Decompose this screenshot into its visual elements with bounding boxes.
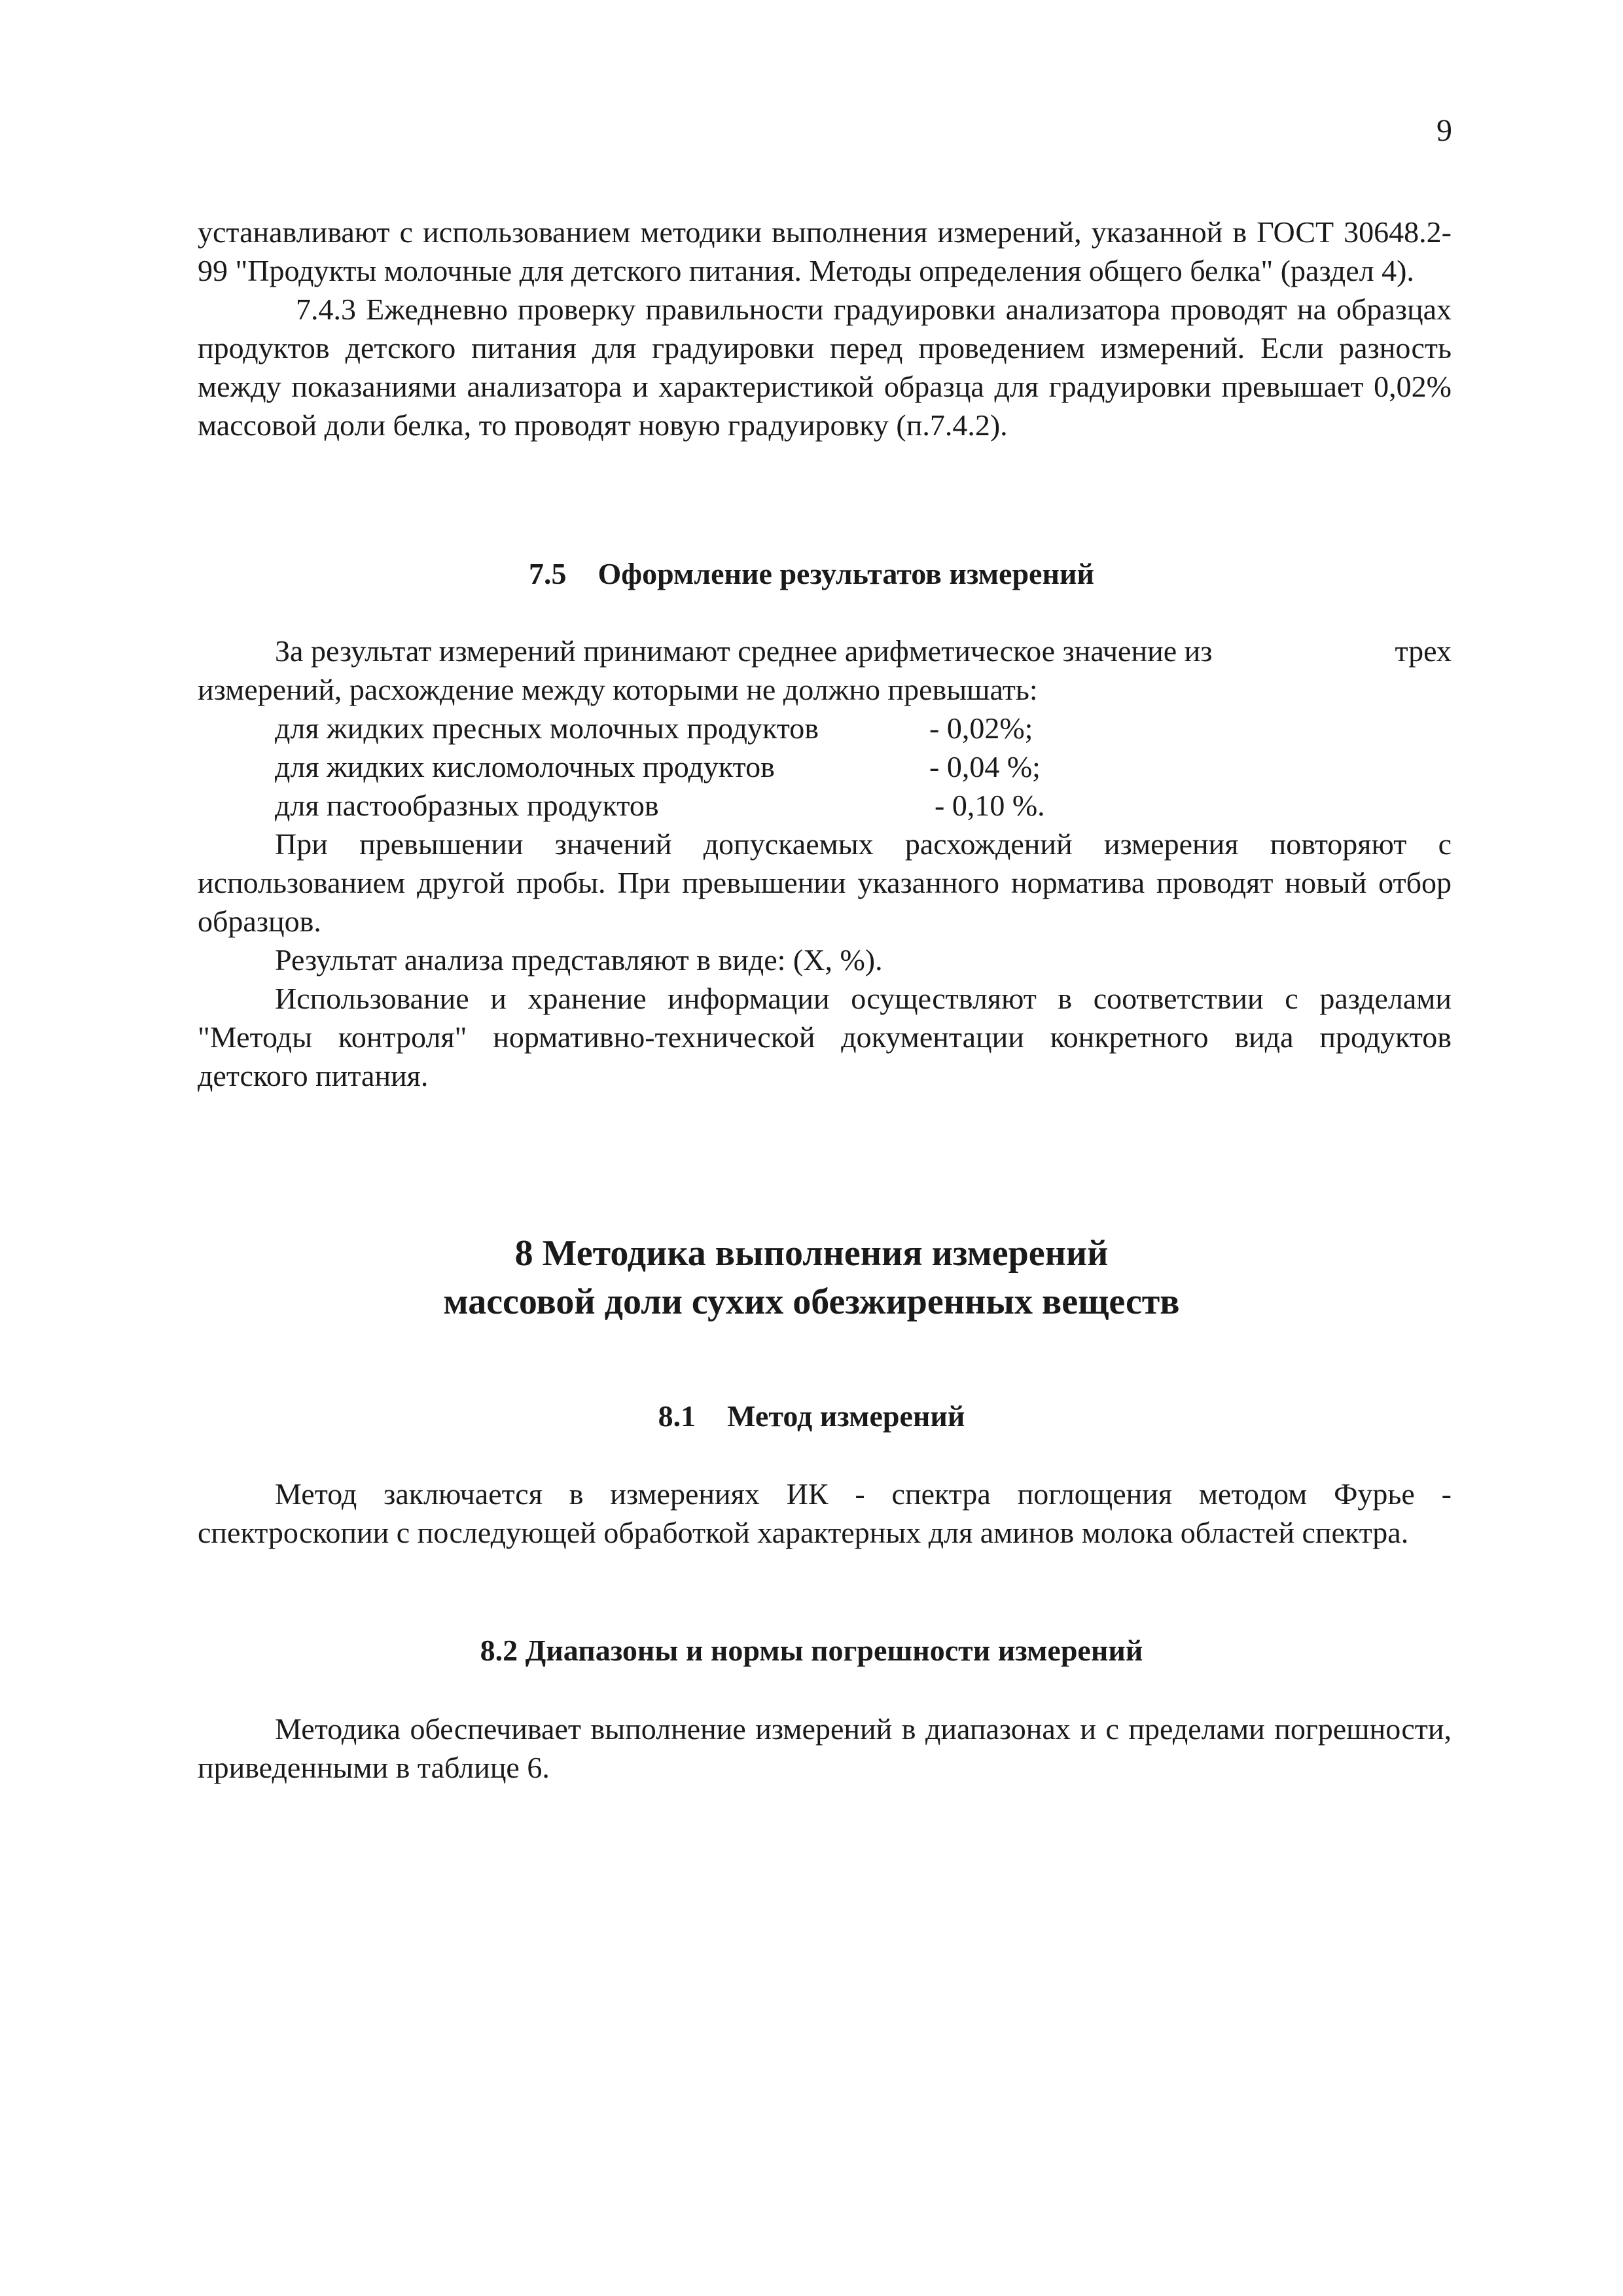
top-paragraphs: [198, 213, 1452, 444]
page-number: 9: [1436, 113, 1452, 148]
section-8-1-number: 8.1: [658, 1399, 696, 1433]
limit-value: - 0,10 %.: [935, 789, 1045, 822]
section-8-2-heading: 8.2 Диапазоны и нормы погрешности измерений: [480, 1634, 1143, 1667]
limit-product: для жидких пресных молочных продуктов: [275, 711, 819, 745]
section-8-title-line1: 8 Методика выполнения измерений: [514, 1233, 1109, 1274]
limit-value: - 0,02%;: [929, 711, 1033, 745]
intro-paragraph: [198, 632, 1452, 709]
limit-value: - 0,04 %;: [929, 750, 1041, 783]
section-7-5-body: [198, 632, 1452, 1095]
paragraph-result-format: Результат анализа представляют в виде: (X, %).: [275, 943, 883, 977]
section-7-5-title: Оформление результатов измерений: [597, 557, 1094, 590]
section-7-5-heading: [0, 554, 1623, 594]
limit-product: для пастообразных продуктов: [275, 789, 659, 822]
intro-second-line: измерений, расхождение между которыми не должно превышать:: [198, 673, 1038, 706]
paragraph-ranges: Методика обеспечивает выполнение измерений в диапазонах и с пределами погрешности, приведенными в таблице 6.: [198, 1712, 1452, 1784]
section-8-1-heading: [0, 1397, 1623, 1436]
paragraph-continuation: устанавливают с использованием методики выполнения измерений, указанной в ГОСТ 30648.2-99 "Продукты молочные для детского питания. Методы определения общего белка" (раздел 4).: [198, 215, 1452, 287]
paragraph-7-4-3: 7.4.3 Ежедневно проверку правильности градуировки анализатора проводят на образцах продуктов детского питания для градуировки перед проведением измерений. Если разность между показаниями анализатора и характеристикой образца для градуировки превышает 0,02% массовой доли белка, то проводят новую градуировку (п.7.4.2).: [198, 293, 1452, 442]
limit-row: [275, 747, 1452, 786]
section-7-5-number: 7.5: [529, 557, 567, 590]
section-8-1-body: [198, 1475, 1452, 1552]
section-8-title-line2: массовой доли сухих обезжиренных веществ: [443, 1282, 1180, 1322]
paragraph-method: Метод заключается в измерениях ИК - спектра поглощения методом Фурье - спектроскопии с последующей обработкой характерных для аминов молока областей спектра.: [198, 1477, 1452, 1549]
paragraph-usage: Использование и хранение информации осуществляют в соответствии с разделами "Методы контроля" нормативно-технической документации конкретного вида продуктов детского питания.: [198, 982, 1452, 1092]
section-8-2-body: [198, 1710, 1452, 1787]
paragraph-repeat: При превышении значений допускаемых расхождений измерения повторяют с использованием другой пробы. При превышении указанного норматива проводят новый отбор образцов.: [198, 827, 1452, 938]
limit-product: для жидких кисломолочных продуктов: [275, 750, 775, 783]
limit-row: [275, 786, 1452, 825]
intro-text: За результат измерений принимают среднее арифметическое значение из: [275, 634, 1213, 668]
limit-row: [275, 709, 1452, 747]
intro-trailing-word: трех: [1395, 634, 1452, 668]
section-8-1-title: Метод измерений: [727, 1399, 965, 1433]
intro-first-line: [198, 632, 1452, 670]
